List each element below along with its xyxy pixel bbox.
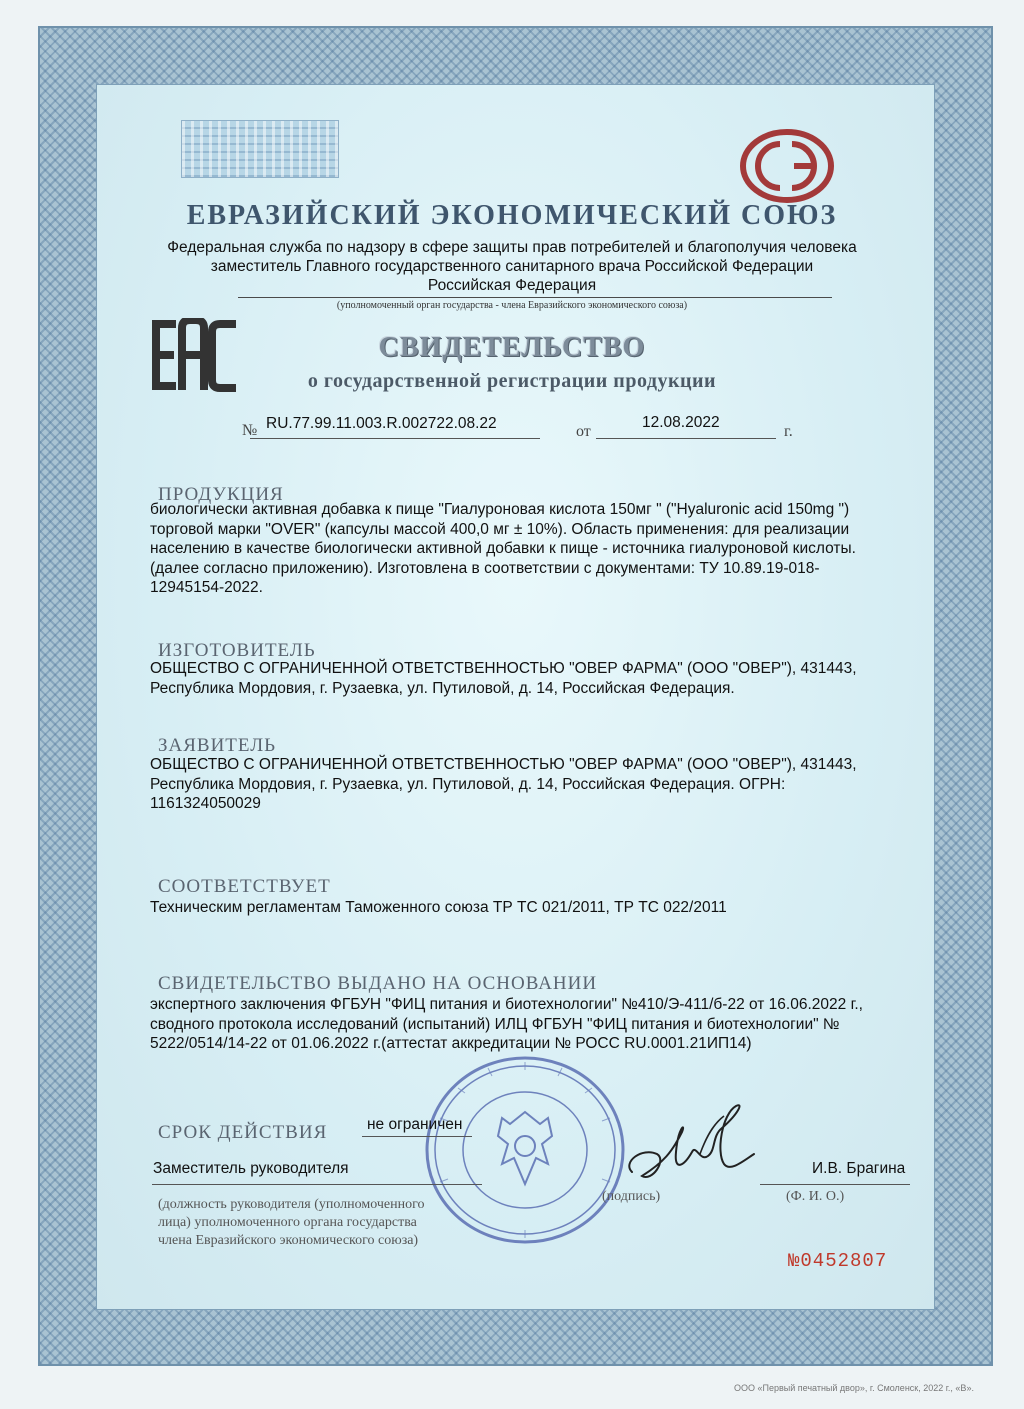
text-line: Техническим регламентам Таможенного союза ТР ТС 021/2011, ТР ТС 022/2011 xyxy=(150,899,727,916)
signature-caption: (подпись) xyxy=(602,1189,661,1204)
official-seal-icon xyxy=(422,1052,628,1248)
validity-value: не ограничен xyxy=(367,1116,463,1133)
basis-text xyxy=(150,995,920,1054)
printer-note: ООО «Первый печатный двор», г. Смоленск, 2022 г., «В». xyxy=(734,1383,974,1393)
serial-number: №0452807 xyxy=(788,1250,888,1272)
position-caption xyxy=(158,1196,425,1250)
text-line: 12945154-2022. xyxy=(150,579,263,596)
caption-line: лица) уполномоченного органа государства xyxy=(158,1215,417,1230)
signatory-position: Заместитель руководителя xyxy=(153,1160,349,1177)
applicant-heading: ЗАЯВИТЕЛЬ xyxy=(158,735,277,756)
number-underline xyxy=(250,438,540,439)
text-line: Республика Мордовия, г. Рузаевка, ул. Путиловой, д. 14, Российская Федерация. xyxy=(150,679,735,697)
authority-underline xyxy=(238,297,832,298)
name-underline xyxy=(760,1184,910,1185)
validity-heading: СРОК ДЕЙСТВИЯ xyxy=(158,1122,328,1143)
text-line: населению в качестве биологически активной добавки к пище - источника гиалуроновой кислоты. xyxy=(150,540,856,557)
conforms-text xyxy=(150,898,920,918)
caption-line: (должность руководителя (уполномоченного xyxy=(158,1197,425,1212)
product-heading: ПРОДУКЦИЯ xyxy=(158,484,284,505)
authority-line: Российская Федерация xyxy=(427,277,597,294)
se-mark-icon xyxy=(738,128,836,204)
manufacturer-heading: ИЗГОТОВИТЕЛЬ xyxy=(158,640,316,661)
issuing-authority xyxy=(0,238,1024,295)
text-line: (далее согласно приложению). Изготовлена в соответствии с документами: ТУ 10.89.19-018- xyxy=(150,559,820,577)
text-line: ОБЩЕСТВО С ОГРАНИЧЕННОЙ ОТВЕТСТВЕННОСТЬЮ "ОВЕР ФАРМА" (ООО "ОВЕР"), 431443, xyxy=(150,756,857,773)
text-line: ОБЩЕСТВО С ОГРАНИЧЕННОЙ ОТВЕТСТВЕННОСТЬЮ "ОВЕР ФАРМА" (ООО "ОВЕР"), 431443, xyxy=(150,660,857,677)
registration-number: RU.77.99.11.003.R.002722.08.22 xyxy=(266,415,497,432)
union-name: ЕВРАЗИЙСКИЙ ЭКОНОМИЧЕСКИЙ СОЮЗ xyxy=(186,200,838,231)
manufacturer-text xyxy=(150,659,920,698)
name-caption: (Ф. И. О.) xyxy=(786,1189,845,1204)
signatory-name: И.В. Брагина xyxy=(812,1160,906,1177)
text-line: сводного протокола исследований (испытаний) ИЛЦ ФГБУН "ФИЦ питания и биотехнологии" № xyxy=(150,1015,840,1033)
position-underline xyxy=(152,1184,482,1185)
validity-underline xyxy=(362,1136,472,1137)
authority-line: заместитель Главного государственного санитарного врача Российской Федерации xyxy=(210,258,814,275)
from-label: от xyxy=(576,423,591,440)
applicant-text xyxy=(150,755,920,814)
document-subtitle: о государственной регистрации продукции xyxy=(307,370,717,392)
caption-line: члена Евразийского экономического союза) xyxy=(158,1233,419,1248)
basis-heading: СВИДЕТЕЛЬСТВО ВЫДАНО НА ОСНОВАНИИ xyxy=(158,973,598,994)
text-line: экспертного заключения ФГБУН "ФИЦ питания и биотехнологии" №410/Э-411/б-22 от 16.06.2022 г., xyxy=(150,996,863,1013)
product-text xyxy=(150,500,920,598)
text-line: 5222/0514/14-22 от 01.06.2022 г.(аттестат аккредитации № РОСС RU.0001.21ИП14) xyxy=(150,1035,752,1052)
registration-date: 12.08.2022 xyxy=(642,414,720,431)
year-suffix: г. xyxy=(784,423,793,440)
text-line: торговой марки "OVER" (капсулы массой 400,0 мг ± 10%). Область применения: для реализации xyxy=(150,520,850,538)
number-label: № xyxy=(242,422,258,439)
authority-line: Федеральная служба по надзору в сфере защиты прав потребителей и благополучия человека xyxy=(167,239,857,256)
text-line: 1161324050029 xyxy=(150,795,261,812)
date-underline xyxy=(596,438,776,439)
hologram-sticker xyxy=(181,120,339,178)
conforms-heading: СООТВЕТСТВУЕТ xyxy=(158,876,331,897)
document-title: СВИДЕТЕЛЬСТВО xyxy=(378,332,646,363)
text-line: Республика Мордовия, г. Рузаевка, ул. Путиловой, д. 14, Российская Федерация. ОГРН: xyxy=(150,775,786,793)
text-line: биологически активная добавка к пище "Гиалуроновая кислота 150мг " ("Hyaluronic acid 150mg ") xyxy=(150,501,850,518)
authority-caption: (уполномоченный орган государства - члена Евразийского экономического союза) xyxy=(336,300,688,311)
